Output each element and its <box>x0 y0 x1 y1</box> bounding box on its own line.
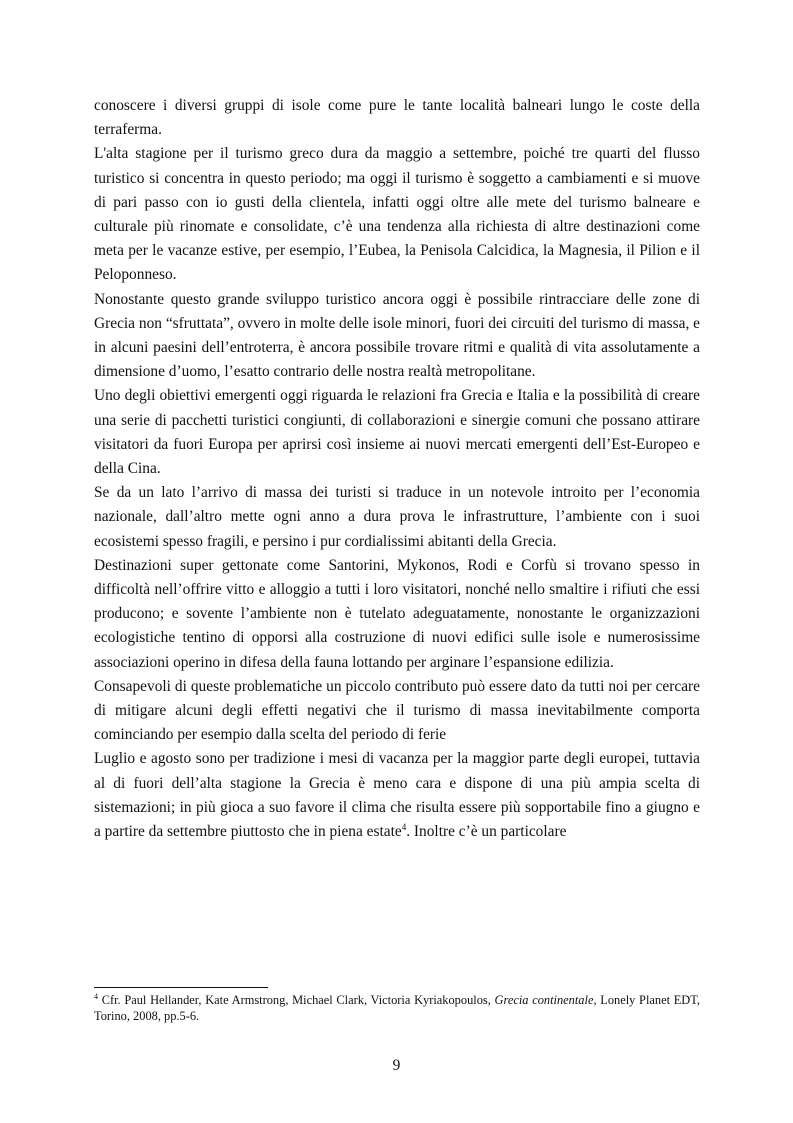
last-paragraph-text: Luglio e agosto sono per tradizione i mesi di vacanza per la maggior parte degli europei, tuttavia al di fuori dell’alta stagione la Grecia è meno cara e dispone di una più ampia scelta di sistemazioni; in più gioca a suo favore il clima che risulta essere più sopportabile fino a giugno e a partire da settembre piuttosto che in piena estate <box>94 750 700 841</box>
paragraph: Se da un lato l’arrivo di massa dei turisti si traduce in un notevole introito per l’economia nazionale, dall’altro mette ogni anno a dura prova le infrastrutture, l’ambiente con i suoi ecosistemi spesso fragili, e persino i pur cordialissimi abitanti della Grecia. <box>94 484 700 550</box>
footnote-authors: Cfr. Paul Hellander, Kate Armstrong, Michael Clark, Victoria Kyriakopoulos, <box>98 993 495 1007</box>
footnote-number: 4 <box>94 991 98 1001</box>
page-body <box>94 94 700 844</box>
last-paragraph <box>94 747 700 844</box>
paragraph: Destinazioni super gettonate come Santorini, Mykonos, Rodi e Corfù si trovano spesso in difficoltà nell’offrire vitto e alloggio a tutti i loro visitatori, nonché nello smaltire i rifiuti che essi producono; e sovente l’ambiente non è tutelato adeguatamente, nonostante le organizzazioni ecologistiche tentino di opporsi alla costruzione di nuovi edifici sulle isole e numerosissime associazioni operino in difesa della fauna lottando per arginare l’espansione edilizia. <box>94 556 700 671</box>
paragraph: Uno degli obiettivi emergenti oggi riguarda le relazioni fra Grecia e Italia e la possibilità di creare una serie di pacchetti turistici congiunti, di collaborazioni e sinergie comuni che possano attirare visitatori da fuori Europa per aprirsi così insieme ai nuovi mercati emergenti dell’Est-Europeo e della Cina. <box>94 387 700 478</box>
paragraph: Nonostante questo grande sviluppo turistico ancora oggi è possibile rintracciare delle zone di Grecia non “sfruttata”, ovvero in molte delle isole minori, fuori dei circuiti del turismo di massa, e in alcuni paesini dell’entroterra, è ancora possibile trovare ritmi e qualità di vita assolutamente a dimensione d’uomo, l’esatto contrario delle nostra realtà metropolitane. <box>94 290 700 381</box>
footnote-reference[interactable]: 4 <box>401 821 407 832</box>
page-number: 9 <box>392 1057 401 1074</box>
footnote-divider <box>94 987 268 988</box>
last-paragraph-continuation: . Inoltre c’è un particolare <box>406 823 567 841</box>
footnote-publisher: , Lonely Planet EDT, Torino, 2008, pp.5-6. <box>94 993 700 1023</box>
paragraph: conoscere i diversi gruppi di isole come pure le tante località balneari lungo le coste della terraferma. <box>94 97 700 139</box>
footnote-book-title: Grecia continentale <box>494 993 594 1007</box>
paragraph: L'alta stagione per il turismo greco dura da maggio a settembre, poiché tre quarti del flusso turistico si concentra in questo periodo; ma oggi il turismo è soggetto a cambiamenti e si muove di pari passo con io gusti della clientela, infatti oggi oltre alle mete del turismo balneare e culturale più rinomate e consolidate, c’è una tendenza alla richiesta di altre destinazioni come meta per le vacanze estive, per esempio, l’Eubea, la Penisola Calcidica, la Magnesia, il Pilion e il Peloponneso. <box>94 145 700 284</box>
paragraph: Consapevoli di queste problematiche un piccolo contributo può essere dato da tutti noi per cercare di mitigare alcuni degli effetti negativi che il turismo di massa inevitabilmente comporta cominciando per esempio dalla scelta del periodo di ferie <box>94 677 700 744</box>
footnote <box>94 993 700 1024</box>
